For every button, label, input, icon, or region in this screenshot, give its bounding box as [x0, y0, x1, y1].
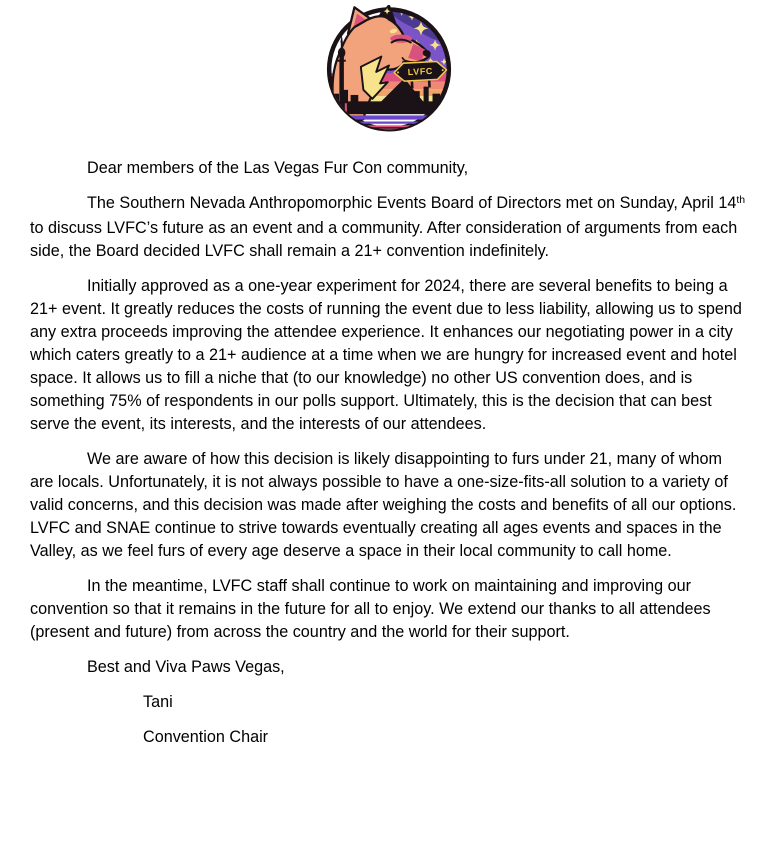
paragraph-under-21: We are aware of how this decision is likely disappointing to furs under 21, many of whom are locals. Unfortunately, it is not always possible to have a one-size-fits-all solution to a variety of valid concerns, and this decision was made after weighing the costs and benefits of all our options. LVFC and SNAE continue to strive towards eventually creating all ages events and spaces in the Valley, as we feel furs of every age deserve a space in their local community to call home. — [30, 450, 737, 560]
letter-document — [0, 5, 771, 749]
salutation: Dear members of the Las Vegas Fur Con community, — [87, 159, 469, 177]
lvfc-logo-image — [325, 5, 453, 135]
lvfc-sign-text: LVFC — [407, 65, 434, 78]
paragraph-meantime: In the meantime, LVFC staff shall continue to work on maintaining and improving our convention so that it remains in the future for all to enjoy. We extend our thanks to all attendees (present and future) from across the country and the world for their support. — [30, 577, 711, 641]
lvfc-logo — [325, 5, 453, 135]
ordinal-superscript: th — [736, 194, 746, 206]
paragraph2-text-after: to discuss LVFC’s future as an event and a community. After consideration of arguments from each side, the Board decided LVFC shall remain a 21+ convention indefinitely. — [30, 219, 738, 260]
paragraph-benefits: Initially approved as a one-year experiment for 2024, there are several benefits to being a 21+ event. It greatly reduces the costs of running the event due to less liability, allowing us to spend any extra proceeds improving the attendee experience. It enhances our negotiating power in a city which caters greatly to a 21+ audience at a time when we are hungry for increased event and hotel space. It allows us to fill a niche that (to our knowledge) no other US convention does, and is something 75% of respondents in our polls support. Ultimately, this is the decision that can best serve the event, its interests, and the interests of our attendees. — [30, 277, 742, 433]
building-window-light — [345, 103, 347, 111]
signature-title: Convention Chair — [143, 728, 269, 746]
signature-name: Tani — [143, 693, 173, 711]
paragraph-board-decision — [30, 192, 748, 263]
paragraph2-text-before: The Southern Nevada Anthropomorphic Events Board of Directors met on Sunday, April 14 — [87, 194, 737, 212]
closing: Best and Viva Paws Vegas, — [87, 658, 285, 676]
